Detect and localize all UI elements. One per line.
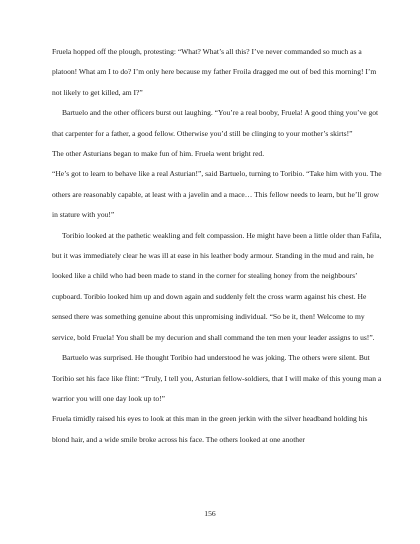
paragraph-7: Fruela timidly raised his eyes to look at this man in the green jerkin with the silver headband holding his blond hair, and a wide smile broke across his face. The others looked at one another — [52, 414, 368, 444]
paragraph-3: The other Asturians began to make fun of him. Fruela went bright red. — [52, 149, 265, 159]
paragraph-5: Toribio looked at the pathetic weakling and felt compassion. He might have been a little older than Fafila, but it was immediately clear he was ill at ease in his leather body armour. Standing in the mud and rain, he looked like a child who had been made to stand in the corner for stealing honey from the neighbours’ cupboard. Toribio looked him up and down again and suddenly felt the cross warm against his chest. He sensed there was something genuine about this unpromising individual. “So be it, then! Welcome to my service, bold Fruela! You shall be my decurion and shall command the ten men your leader assigns to us!”. — [52, 230, 382, 342]
body-text — [52, 42, 382, 450]
page-number: 156 — [204, 509, 216, 518]
paragraph-1: Fruela hopped off the plough, protesting: “What? What’s all this? I’ve never commanded so much as a platoon! What am I to do? I’m only here because my father Froila dragged me out of bed this morning! I’m not likely to get killed, am I?” — [52, 47, 377, 97]
paragraph-2: Bartuelo and the other officers burst out laughing. “You’re a real booby, Fruela! A good thing you’ve got that carpenter for a father, a good fellow. Otherwise you’d still be clinging to your mother’s skirts!” — [52, 108, 379, 138]
paragraph-6: Bartuelo was surprised. He thought Toribio had understood he was joking. The others were silent. But Toribio set his face like flint: “Truly, I tell you, Asturian fellow-soldiers, that I will make of this young man a warrior you will one day look up to!” — [52, 353, 382, 403]
paragraph-4: “He’s got to learn to behave like a real Asturian!”, said Bartuelo, turning to Toribio. “Take him with you. The others are reasonably capable, at least with a javelin and a mace… This fellow needs to learn, but he’ll grow in stature with you!” — [52, 169, 382, 220]
